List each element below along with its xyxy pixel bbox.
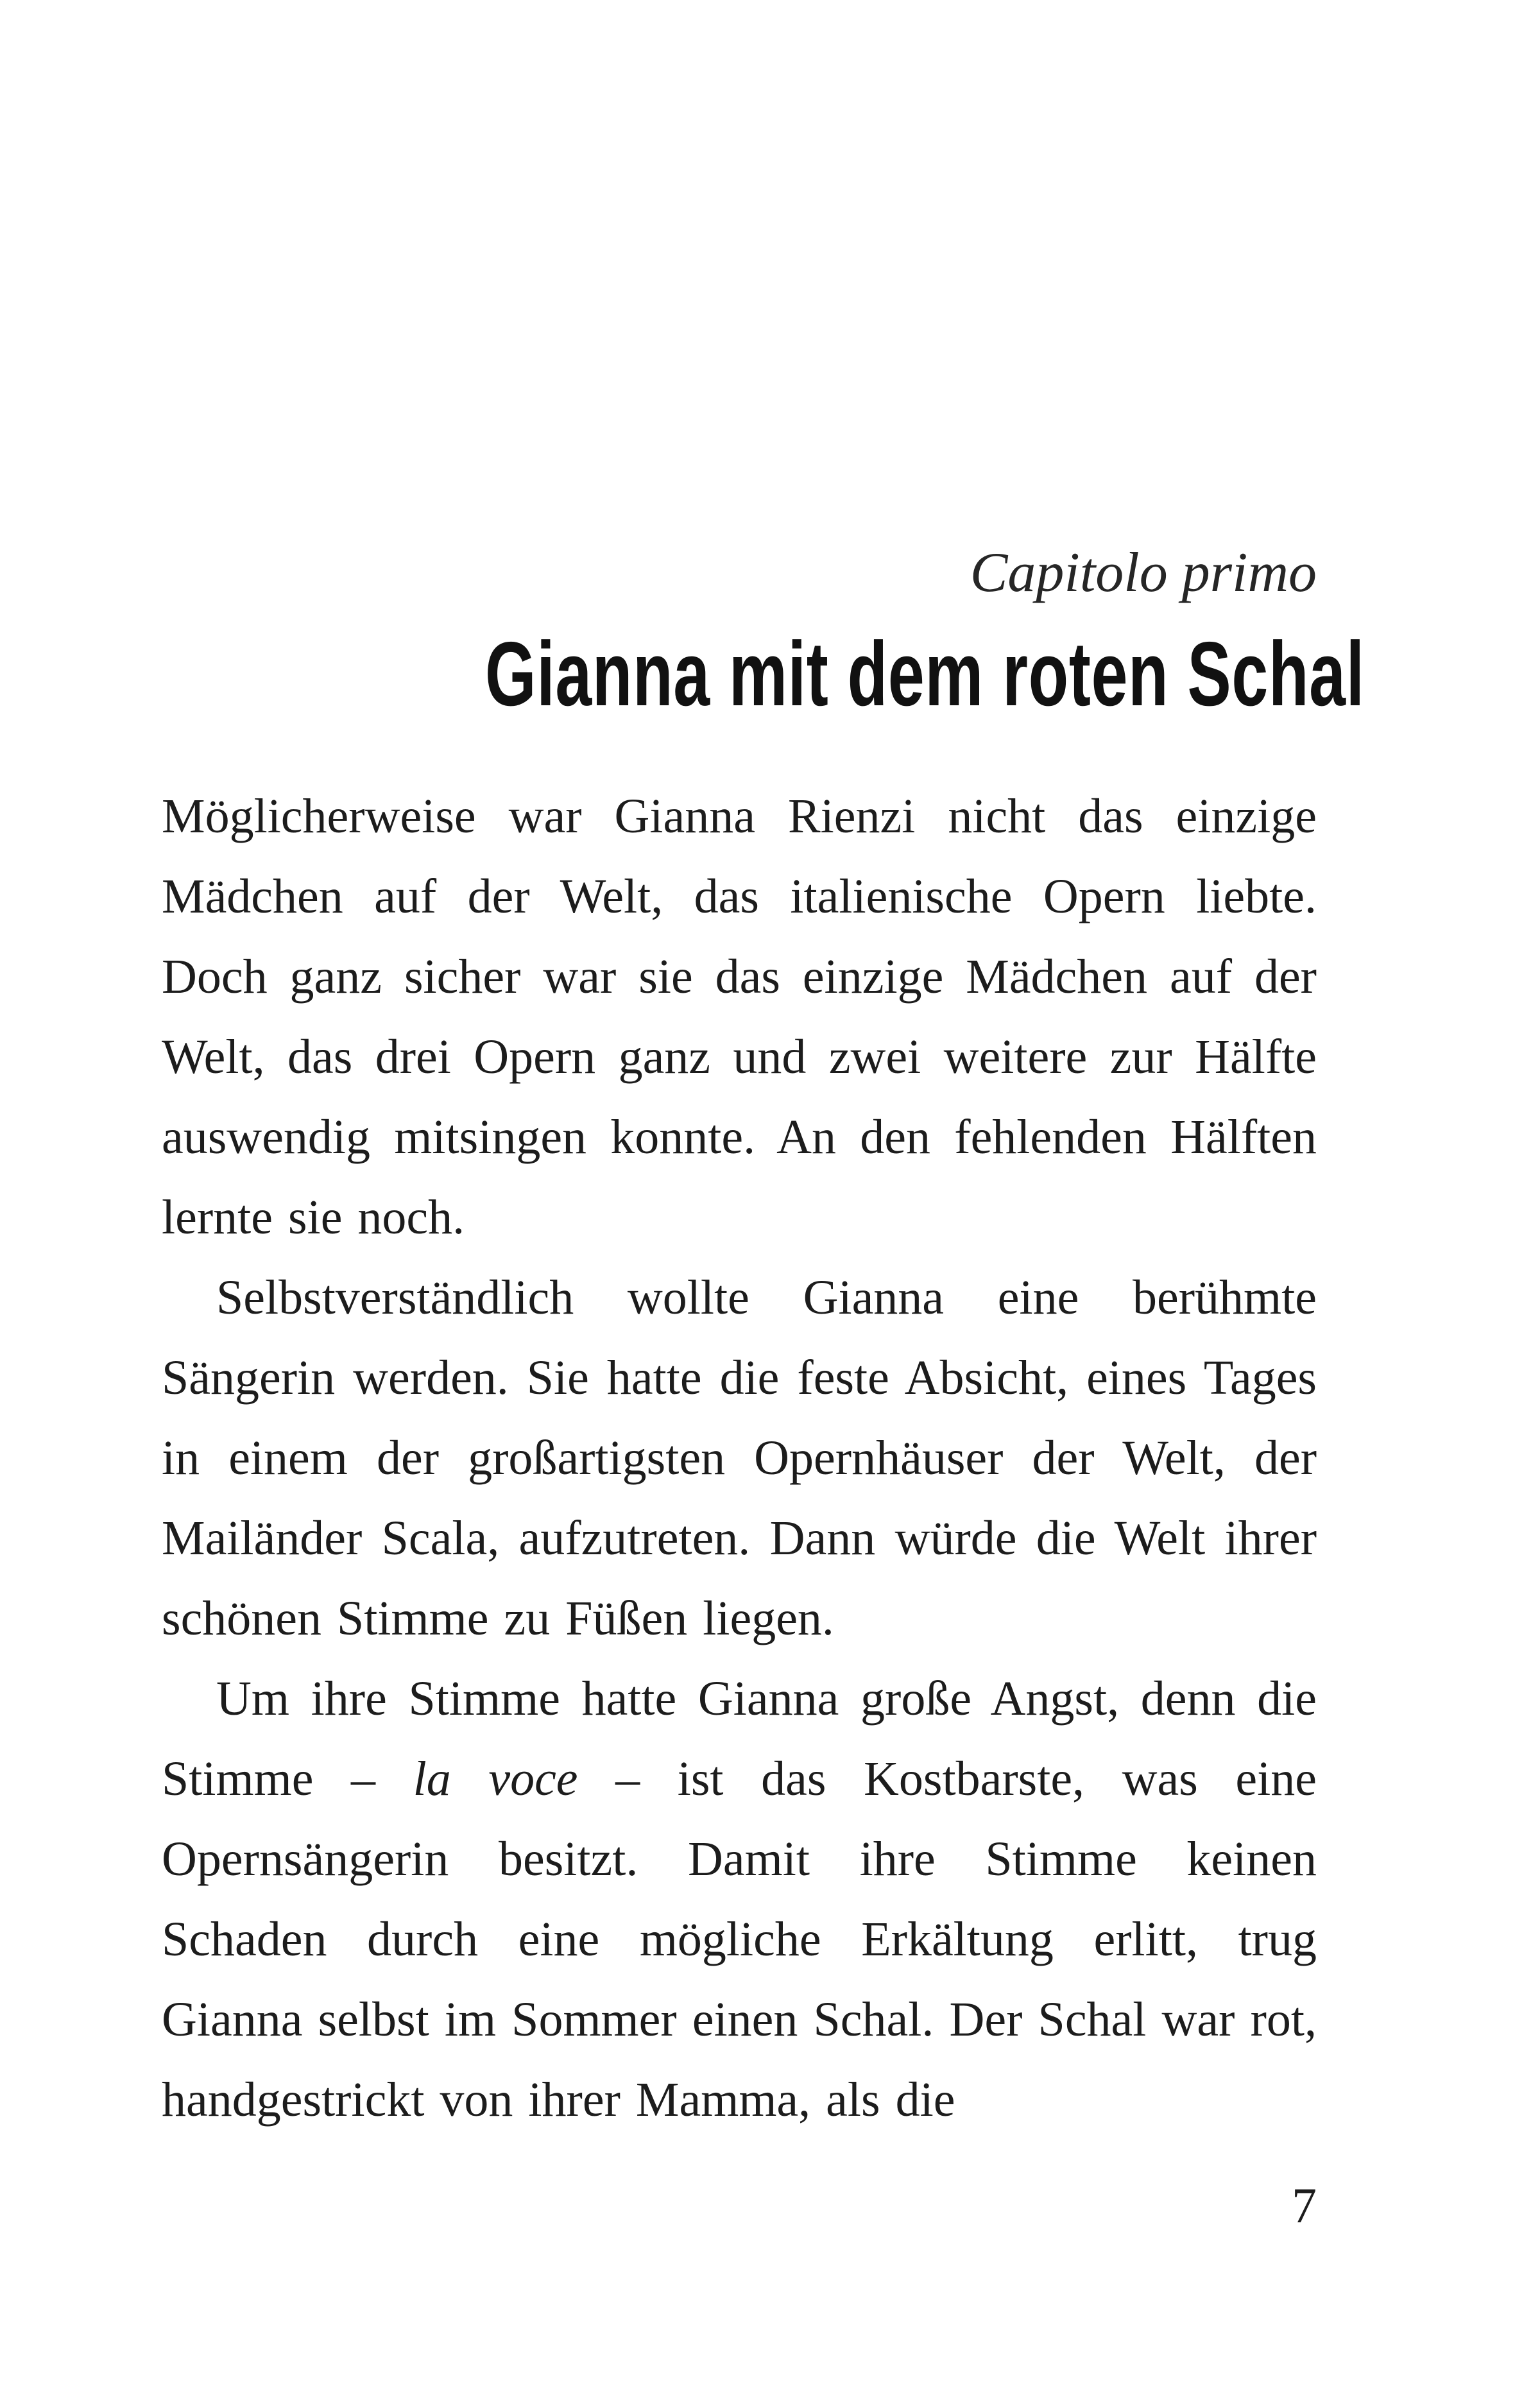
paragraph-3-text-after: – ist das Kostbarste, was eine Opernsängerin besitzt. Damit ihre Stimme keinen Schaden durch eine mögliche Erkältung erlitt, trug Gianna selbst im Sommer einen Schal. Der Schal war rot, handgestrickt von ihrer Mamma, als die	[162, 1752, 1317, 2127]
chapter-title: Gianna mit dem roten Schal	[485, 622, 1365, 725]
paragraph-3	[162, 1659, 1317, 2140]
chapter-label: Capitolo primo	[970, 542, 1317, 604]
chapter-header	[162, 539, 1365, 725]
italic-phrase: la voce	[413, 1752, 578, 1806]
paragraph-1: Möglicherweise war Gianna Rienzi nicht das einzige Mädchen auf der Welt, das italienische Opern liebte. Doch ganz sicher war sie das einzige Mädchen auf der Welt, das drei Opern ganz und zwei weitere zur Hälfte auswendig mitsingen konnte. An den fehlenden Hälften lernte sie noch.	[162, 789, 1317, 1244]
paragraph-3-text-before: Um ihre Stimme hatte Gianna große Angst, denn die Stimme –	[162, 1672, 1317, 1806]
body-text	[162, 776, 1317, 2140]
page-number: 7	[1292, 2177, 1317, 2233]
paragraph-2: Selbstverständlich wollte Gianna eine berühmte Sängerin werden. Sie hatte die feste Absicht, eines Tages in einem der großartigsten Opernhäuser der Welt, der Mailänder Scala, aufzutreten. Dann würde die Welt ihrer schönen Stimme zu Füßen liegen.	[162, 1271, 1317, 1645]
